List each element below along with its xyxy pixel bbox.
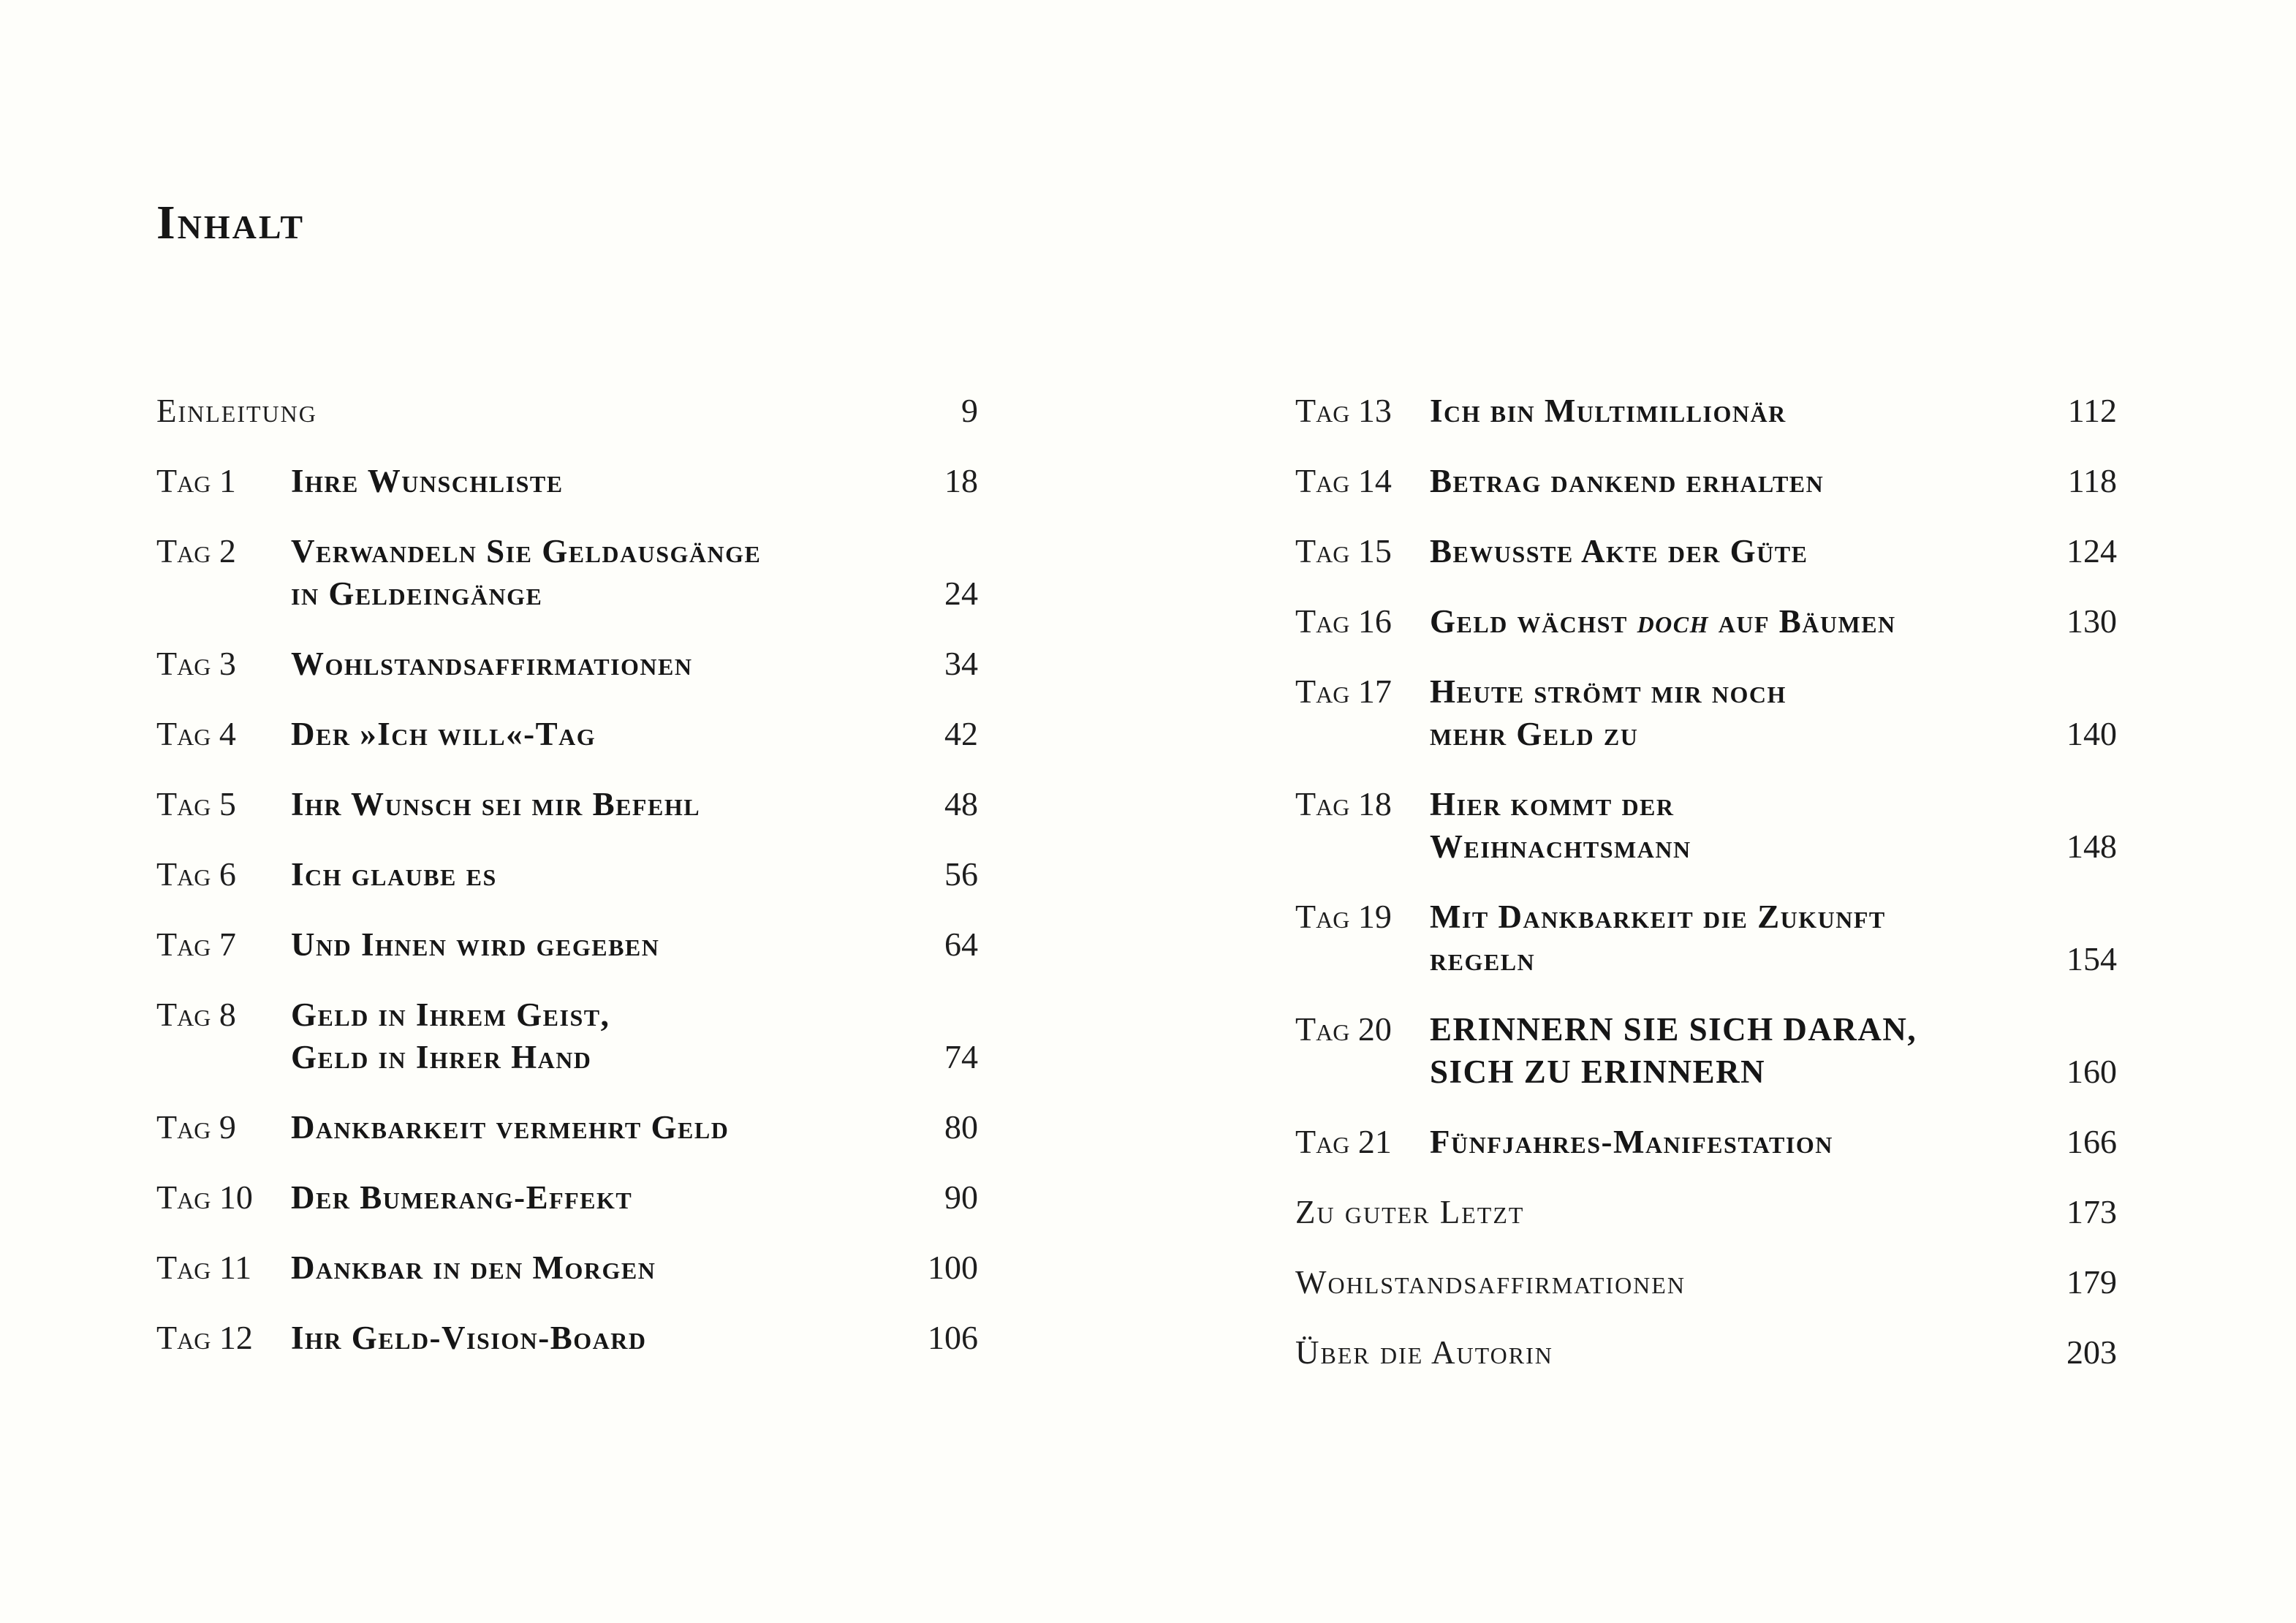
toc-entry-day: Tag 11 [156,1249,252,1286]
toc-entry-title: Betrag dankend erhalten [1430,463,1825,499]
toc-entry-title: Wohlstandsaffirmationen [291,646,693,682]
toc-entry-page: 90 [944,1179,978,1216]
toc-entry[interactable] [156,994,978,1078]
toc-entry[interactable] [1295,1121,2117,1163]
toc-entry[interactable] [156,1106,978,1149]
toc-entry[interactable] [156,643,978,685]
toc-entry-page: 34 [944,645,978,682]
toc-entry-day: Tag 2 [156,532,236,570]
toc-entry-page: 24 [944,575,978,612]
toc-entry-page: 148 [2066,828,2117,865]
toc-entry-page: 9 [961,392,978,429]
toc-entry-day: Tag 14 [1295,462,1392,499]
toc-entry-day: Tag 17 [1295,673,1392,710]
toc-entry-title: Geld in Ihrem Geist, Geld in Ihrer Hand [291,996,610,1075]
toc-entry-page: 154 [2066,940,2117,977]
toc-entry[interactable] [1295,600,2117,643]
toc-entry-day: Tag 12 [156,1319,253,1356]
toc-entry[interactable] [156,853,978,896]
toc-entry-title: Dankbarkeit vermehrt Geld [291,1109,730,1146]
toc-entry-title: Über die Autorin [1295,1334,1553,1371]
toc-entry-page: 74 [944,1038,978,1075]
toc-entry-title: Heute strömt mir noch mehr Geld zu [1430,673,1787,752]
toc-entry-title: Ich bin Multimillionär [1430,393,1787,429]
toc-entry-page: 100 [928,1249,978,1286]
toc-entry[interactable] [1295,896,2117,980]
toc-entry-page: 179 [2066,1263,2117,1301]
toc-entry-day: Tag 4 [156,715,236,752]
toc-entry-title-part: auf Bäumen [1709,603,1896,640]
toc-entry-page: 203 [2066,1333,2117,1371]
toc-entry-page: 18 [944,462,978,499]
toc-entry-title: Ihr Geld-Vision-Board [291,1320,647,1356]
toc-entry-page: 56 [944,855,978,893]
toc-entry-day: Tag 19 [1295,898,1392,935]
toc-entry-title: Wohlstandsaffirmationen [1295,1264,1686,1301]
toc-entry-page: 173 [2066,1193,2117,1230]
toc-entry-page: 140 [2066,715,2117,752]
toc-entry[interactable] [156,923,978,966]
toc-entry[interactable] [156,1176,978,1219]
toc-entry-title: Und Ihnen wird gegeben [291,926,660,963]
toc-entry-page: 106 [928,1319,978,1356]
toc-entry-day: Tag 15 [1295,532,1392,570]
toc-entry-page: 112 [2067,392,2117,429]
toc-entry-title: Bewusste Akte der Güte [1430,533,1808,570]
toc-entry[interactable] [156,390,978,432]
toc-entry[interactable] [1295,670,2117,755]
toc-entry[interactable] [156,1246,978,1289]
toc-entry-page: 118 [2067,462,2117,499]
toc-column-right [1295,390,2117,1401]
toc-entry[interactable] [1295,530,2117,572]
toc-entry[interactable] [1295,1008,2117,1093]
toc-entry-title: Mit Dankbarkeit die Zukunft regeln [1430,898,1886,977]
toc-entry-title-part: Geld wächst [1430,603,1637,640]
toc-entry-day: Tag 21 [1295,1123,1392,1160]
toc-entry[interactable] [1295,783,2117,868]
toc-entry-title: Verwandeln Sie Geldausgänge in Geldeingänge [291,533,762,612]
toc-entry-page: 130 [2066,602,2117,640]
toc-entry-title: Zu guter Letzt [1295,1194,1525,1230]
toc-entry-title: Ihre Wunschliste [291,463,564,499]
toc-entry-title-italic: doch [1637,603,1710,640]
toc-entry-day: Tag 7 [156,926,236,963]
toc-entry-title: Hier kommt der Weihnachtsmann [1430,786,1691,865]
toc-entry-day: Tag 10 [156,1179,253,1216]
toc-entry-page: 80 [944,1108,978,1146]
toc-entry[interactable] [156,460,978,502]
toc-entry-day: Tag 6 [156,855,236,893]
toc-entry-title: Der »Ich will«-Tag [291,716,596,752]
toc-entry[interactable] [1295,390,2117,432]
toc-entry-title: Der Bumerang-Effekt [291,1179,633,1216]
toc-entry-page: 48 [944,785,978,822]
toc-heading: Inhalt [156,196,306,249]
toc-entry[interactable] [1295,460,2117,502]
toc-entry-title: Ihr Wunsch sei mir Befehl [291,786,701,822]
toc-entry-title: Dankbar in den Morgen [291,1249,656,1286]
toc-entry-day: Tag 20 [1295,1010,1392,1048]
toc-column-left [156,390,978,1387]
toc-entry[interactable] [1295,1191,2117,1233]
toc-entry-day: Tag 18 [1295,785,1392,822]
toc-entry-page: 124 [2066,532,2117,570]
toc-entry-title: ERINNERN SIE SICH DARAN, SICH ZU ERINNERN [1430,1011,1917,1090]
toc-entry-title [1430,600,2015,643]
toc-entry-day: Tag 13 [1295,392,1392,429]
toc-entry[interactable] [156,713,978,755]
toc-entry-day: Tag 1 [156,462,236,499]
toc-entry[interactable] [1295,1331,2117,1374]
toc-entry[interactable] [156,530,978,615]
toc-entry[interactable] [156,783,978,825]
toc-entry-day: Tag 5 [156,785,236,822]
toc-entry-page: 64 [944,926,978,963]
toc-entry-day: Tag 9 [156,1108,236,1146]
toc-entry[interactable] [1295,1261,2117,1304]
toc-entry-page: 160 [2066,1053,2117,1090]
toc-entry-day: Tag 16 [1295,602,1392,640]
toc-entry-title: Fünfjahres-Manifestation [1430,1124,1833,1160]
toc-entry-title: Einleitung [156,393,317,429]
toc-entry-day: Tag 8 [156,996,236,1033]
toc-entry-day: Tag 3 [156,645,236,682]
toc-entry-title: Ich glaube es [291,856,497,893]
toc-entry-page: 166 [2066,1123,2117,1160]
toc-entry[interactable] [156,1317,978,1359]
toc-entry-page: 42 [944,715,978,752]
